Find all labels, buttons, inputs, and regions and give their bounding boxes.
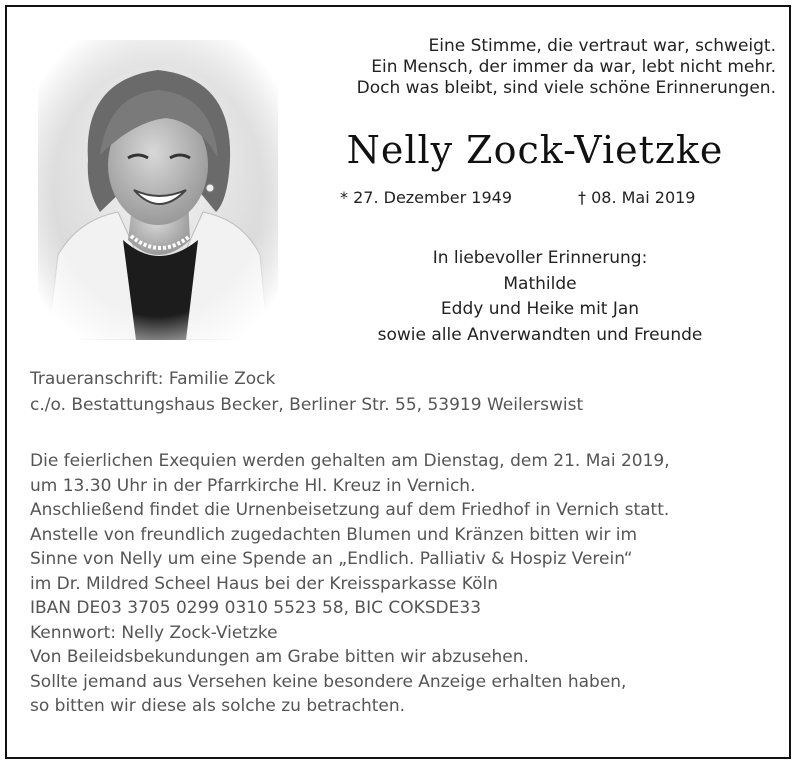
mourners-heading: In liebevoller Erinnerung: bbox=[432, 248, 648, 268]
quote-line: Eine Stimme, die vertraut war, schweigt. bbox=[428, 36, 776, 56]
body-line: im Dr. Mildred Scheel Haus bei der Kreissparkasse Köln bbox=[30, 573, 498, 594]
deceased-name: Nelly Zock-Vietzke bbox=[346, 128, 724, 172]
quote-line: Ein Mensch, der immer da war, lebt nicht mehr. bbox=[371, 57, 776, 77]
mourner-line: sowie alle Anverwandten und Freunde bbox=[377, 324, 703, 345]
body-line: Sinne von Nelly um eine Spende an „Endlich. Palliativ & Hospiz Verein“ bbox=[30, 549, 633, 569]
body-line: Anschließend findet die Urnenbeisetzung auf dem Friedhof in Vernich statt. bbox=[30, 500, 670, 520]
quote-line: Doch was bleibt, sind viele schöne Erinnerungen. bbox=[356, 78, 776, 98]
body-line: Von Beileidsbekundungen am Grabe bitten wir abzusehen. bbox=[30, 647, 529, 667]
body-line: Die feierlichen Exequien werden gehalten am Dienstag, dem 21. Mai 2019, bbox=[30, 451, 670, 471]
service-details bbox=[30, 449, 775, 719]
memorial-quote bbox=[306, 36, 776, 99]
mourners-block bbox=[330, 246, 750, 348]
birth-date: * 27. Dezember 1949 bbox=[340, 188, 512, 207]
body-line: so bitten wir diese als solche zu betrachten. bbox=[30, 696, 406, 716]
mourner-line: Mathilde bbox=[503, 273, 577, 294]
bank-details: IBAN DE03 3705 0299 0310 5523 58, BIC COKSDE33 bbox=[30, 598, 482, 618]
mourning-address bbox=[30, 366, 770, 418]
address-line: Traueranschrift: Familie Zock bbox=[30, 369, 276, 389]
body-line: um 13.30 Uhr in der Pfarrkirche Hl. Kreuz in Vernich. bbox=[30, 475, 476, 496]
portrait-photo bbox=[38, 40, 278, 340]
mourner-line: Eddy und Heike mit Jan bbox=[440, 299, 640, 319]
body-line: Anstelle von freundlich zugedachten Blumen und Kränzen bitten wir im bbox=[30, 524, 638, 545]
body-line: Sollte jemand aus Versehen keine besondere Anzeige erhalten haben, bbox=[30, 671, 627, 692]
address-line: c./o. Bestattungshaus Becker, Berliner Str. 55, 53919 Weilerswist bbox=[30, 395, 584, 415]
body-line: Kennwort: Nelly Zock-Vietzke bbox=[30, 622, 278, 643]
death-date: † 08. Mai 2019 bbox=[578, 188, 696, 207]
